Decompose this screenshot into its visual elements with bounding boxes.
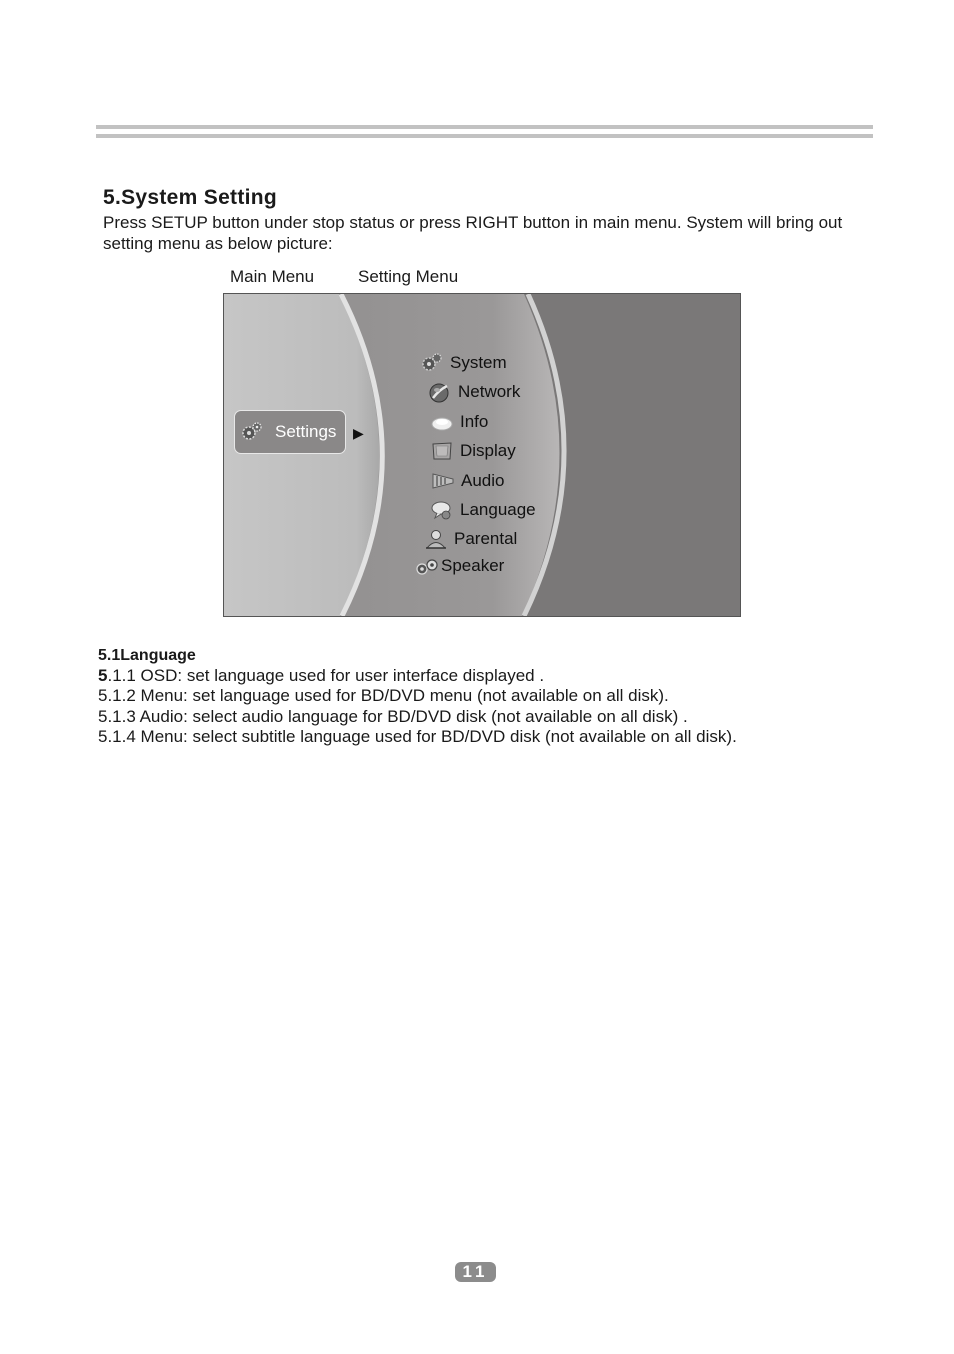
language-line-menu: 5.1.2 Menu: set language used for BD/DVD menu (not available on all disk). [98,686,669,706]
parental-icon [424,528,448,550]
setting-item-audio[interactable]: Audio [431,470,504,492]
audio-icon [431,470,455,492]
language-line-audio: 5.1.3 Audio: select audio language for BD/DVD disk (not available on all disk) . [98,706,688,726]
language-icon [430,499,454,521]
language-line-osd: 5.1.1 OSD: set language used for user interface displayed . [98,666,545,685]
display-icon [430,440,454,462]
section-title: 5.System Setting [103,186,278,209]
setting-item-parental[interactable]: Parental [424,528,517,550]
caption-setting-menu: Setting Menu [358,267,459,286]
setting-item-network[interactable]: Network [428,381,520,403]
language-line-subtitle: 5.1.4 Menu: select subtitle language used for BD/DVD disk (not available on all disk). [98,726,737,746]
header-rule-bottom [96,134,873,138]
caption-main-menu: Main Menu [230,267,315,286]
setting-item-display[interactable]: Display [430,440,516,462]
speaker-icon [415,555,439,577]
header-rule-top [96,125,873,129]
language-list [98,666,737,747]
globe-icon [428,381,452,403]
setting-item-speaker[interactable]: Speaker [415,555,504,577]
setting-item-info[interactable]: Info [430,411,488,433]
setup-menu-screenshot [223,293,741,617]
settings-label: Settings [275,422,337,441]
language-heading: 5.1Language [98,647,196,664]
gears-icon [420,352,444,374]
setting-item-system[interactable]: System [420,352,507,374]
info-disc-icon [430,411,454,433]
gears-icon [240,420,264,444]
setting-item-language[interactable]: Language [430,499,536,521]
right-arrow-icon: ▶ [353,425,364,441]
main-menu-settings-button[interactable] [234,410,346,454]
section-intro: Press SETUP button under stop status or press RIGHT button in main menu. System will bring out setting menu as below picture: [103,213,843,253]
page-number: 11 [455,1262,496,1282]
